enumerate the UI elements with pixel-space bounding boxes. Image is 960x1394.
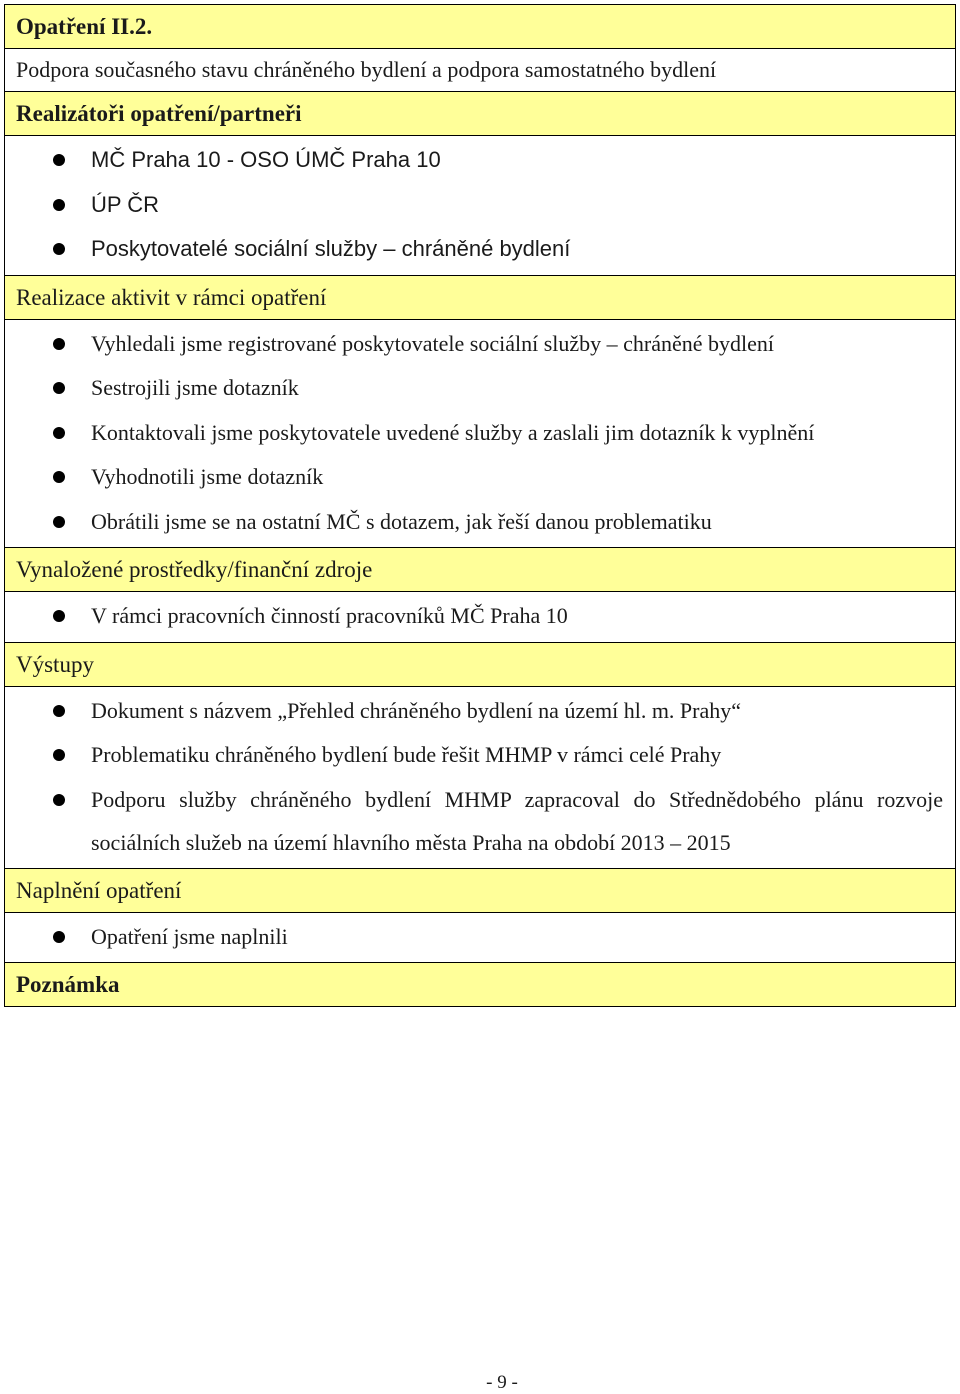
bullet-icon: [53, 154, 65, 166]
bullet-icon: [53, 382, 65, 394]
list-item: [5, 411, 955, 456]
list-item-text: ÚP ČR: [91, 191, 160, 217]
list-item: [5, 778, 955, 865]
fulfillment-label: Naplnění opatření: [16, 877, 182, 903]
list-item-text: Sestrojili jsme dotazník: [91, 375, 299, 400]
bullet-icon: [53, 427, 65, 439]
measure-title-row: [5, 49, 955, 92]
bullet-icon: [53, 199, 65, 211]
list-item: [5, 322, 955, 367]
measure-heading-row: [5, 5, 955, 49]
bullet-icon: [53, 471, 65, 483]
implementers-label: Realizátoři opatření/partneři: [16, 101, 302, 126]
bullet-icon: [53, 610, 65, 622]
activities-label: Realizace aktivit v rámci opatření: [16, 284, 327, 310]
implementers-list-row: [5, 136, 955, 276]
bullet-icon: [53, 749, 65, 761]
bullet-icon: [53, 516, 65, 528]
list-item: [5, 183, 955, 228]
activities-list: [5, 320, 955, 548]
resources-label-row: [5, 548, 955, 592]
activities-list-row: [5, 320, 955, 549]
resources-list: [5, 592, 955, 642]
list-item-text: Obrátili jsme se na ostatní MČ s dotazem, jak řeší danou problematiku: [91, 508, 712, 534]
outputs-list: [5, 687, 955, 868]
outputs-label: Výstupy: [16, 651, 94, 677]
page-number-footer: [0, 1372, 960, 1394]
list-item: [5, 138, 955, 183]
list-item: [5, 689, 955, 734]
list-item-text: Kontaktovali jsme poskytovatele uvedené služby a zaslali jim dotazník k vyplnění: [91, 419, 815, 445]
list-item: [5, 366, 955, 411]
bullet-icon: [53, 794, 65, 806]
note-label-row: [5, 963, 955, 1006]
list-item: [5, 733, 955, 778]
list-item-text: V rámci pracovních činností pracovníků MČ Praha 10: [91, 603, 568, 628]
resources-list-row: [5, 592, 955, 643]
list-item: [5, 455, 955, 500]
fulfillment-label-row: [5, 869, 955, 913]
list-item-text: Opatření jsme naplnili: [91, 923, 288, 949]
fulfillment-list: [5, 913, 955, 963]
list-item: [5, 227, 955, 272]
list-item: [5, 500, 955, 545]
list-item-text: Poskytovatelé sociální služby – chráněné bydlení: [91, 236, 571, 261]
implementers-label-row: [5, 92, 955, 136]
bullet-icon: [53, 931, 65, 943]
list-item-text: Vyhodnotili jsme dotazník: [91, 464, 324, 489]
list-item: [5, 915, 955, 960]
list-item-text: Podporu služby chráněného bydlení MHMP zapracoval do Střednědobého plánu rozvoje sociálních služeb na území hlavního města Praha na období 2013 – 2015: [91, 786, 943, 855]
bullet-icon: [53, 338, 65, 350]
measure-heading: Opatření II.2.: [16, 14, 153, 39]
measure-title: Podpora současného stavu chráněného bydlení a podpora samostatného bydlení: [16, 57, 717, 82]
activities-label-row: [5, 276, 955, 320]
bullet-icon: [53, 705, 65, 717]
bullet-icon: [53, 243, 65, 255]
fulfillment-list-row: [5, 913, 955, 964]
list-item-text: Problematiku chráněného bydlení bude řešit MHMP v rámci celé Prahy: [91, 742, 722, 767]
page-number: - 9 -: [486, 1372, 518, 1393]
implementers-list: [5, 136, 955, 275]
outputs-list-row: [5, 687, 955, 869]
outputs-label-row: [5, 643, 955, 687]
resources-label: Vynaložené prostředky/finanční zdroje: [16, 557, 373, 582]
list-item-text: Vyhledali jsme registrované poskytovatele sociální služby – chráněné bydlení: [91, 330, 775, 356]
list-item: [5, 594, 955, 639]
list-item-text: MČ Praha 10 - OSO ÚMČ Praha 10: [91, 147, 441, 172]
list-item-text: Dokument s názvem „Přehled chráněného bydlení na území hl. m. Prahy“: [91, 697, 742, 723]
measure-table: [4, 4, 956, 1007]
note-label: Poznámka: [16, 972, 120, 997]
